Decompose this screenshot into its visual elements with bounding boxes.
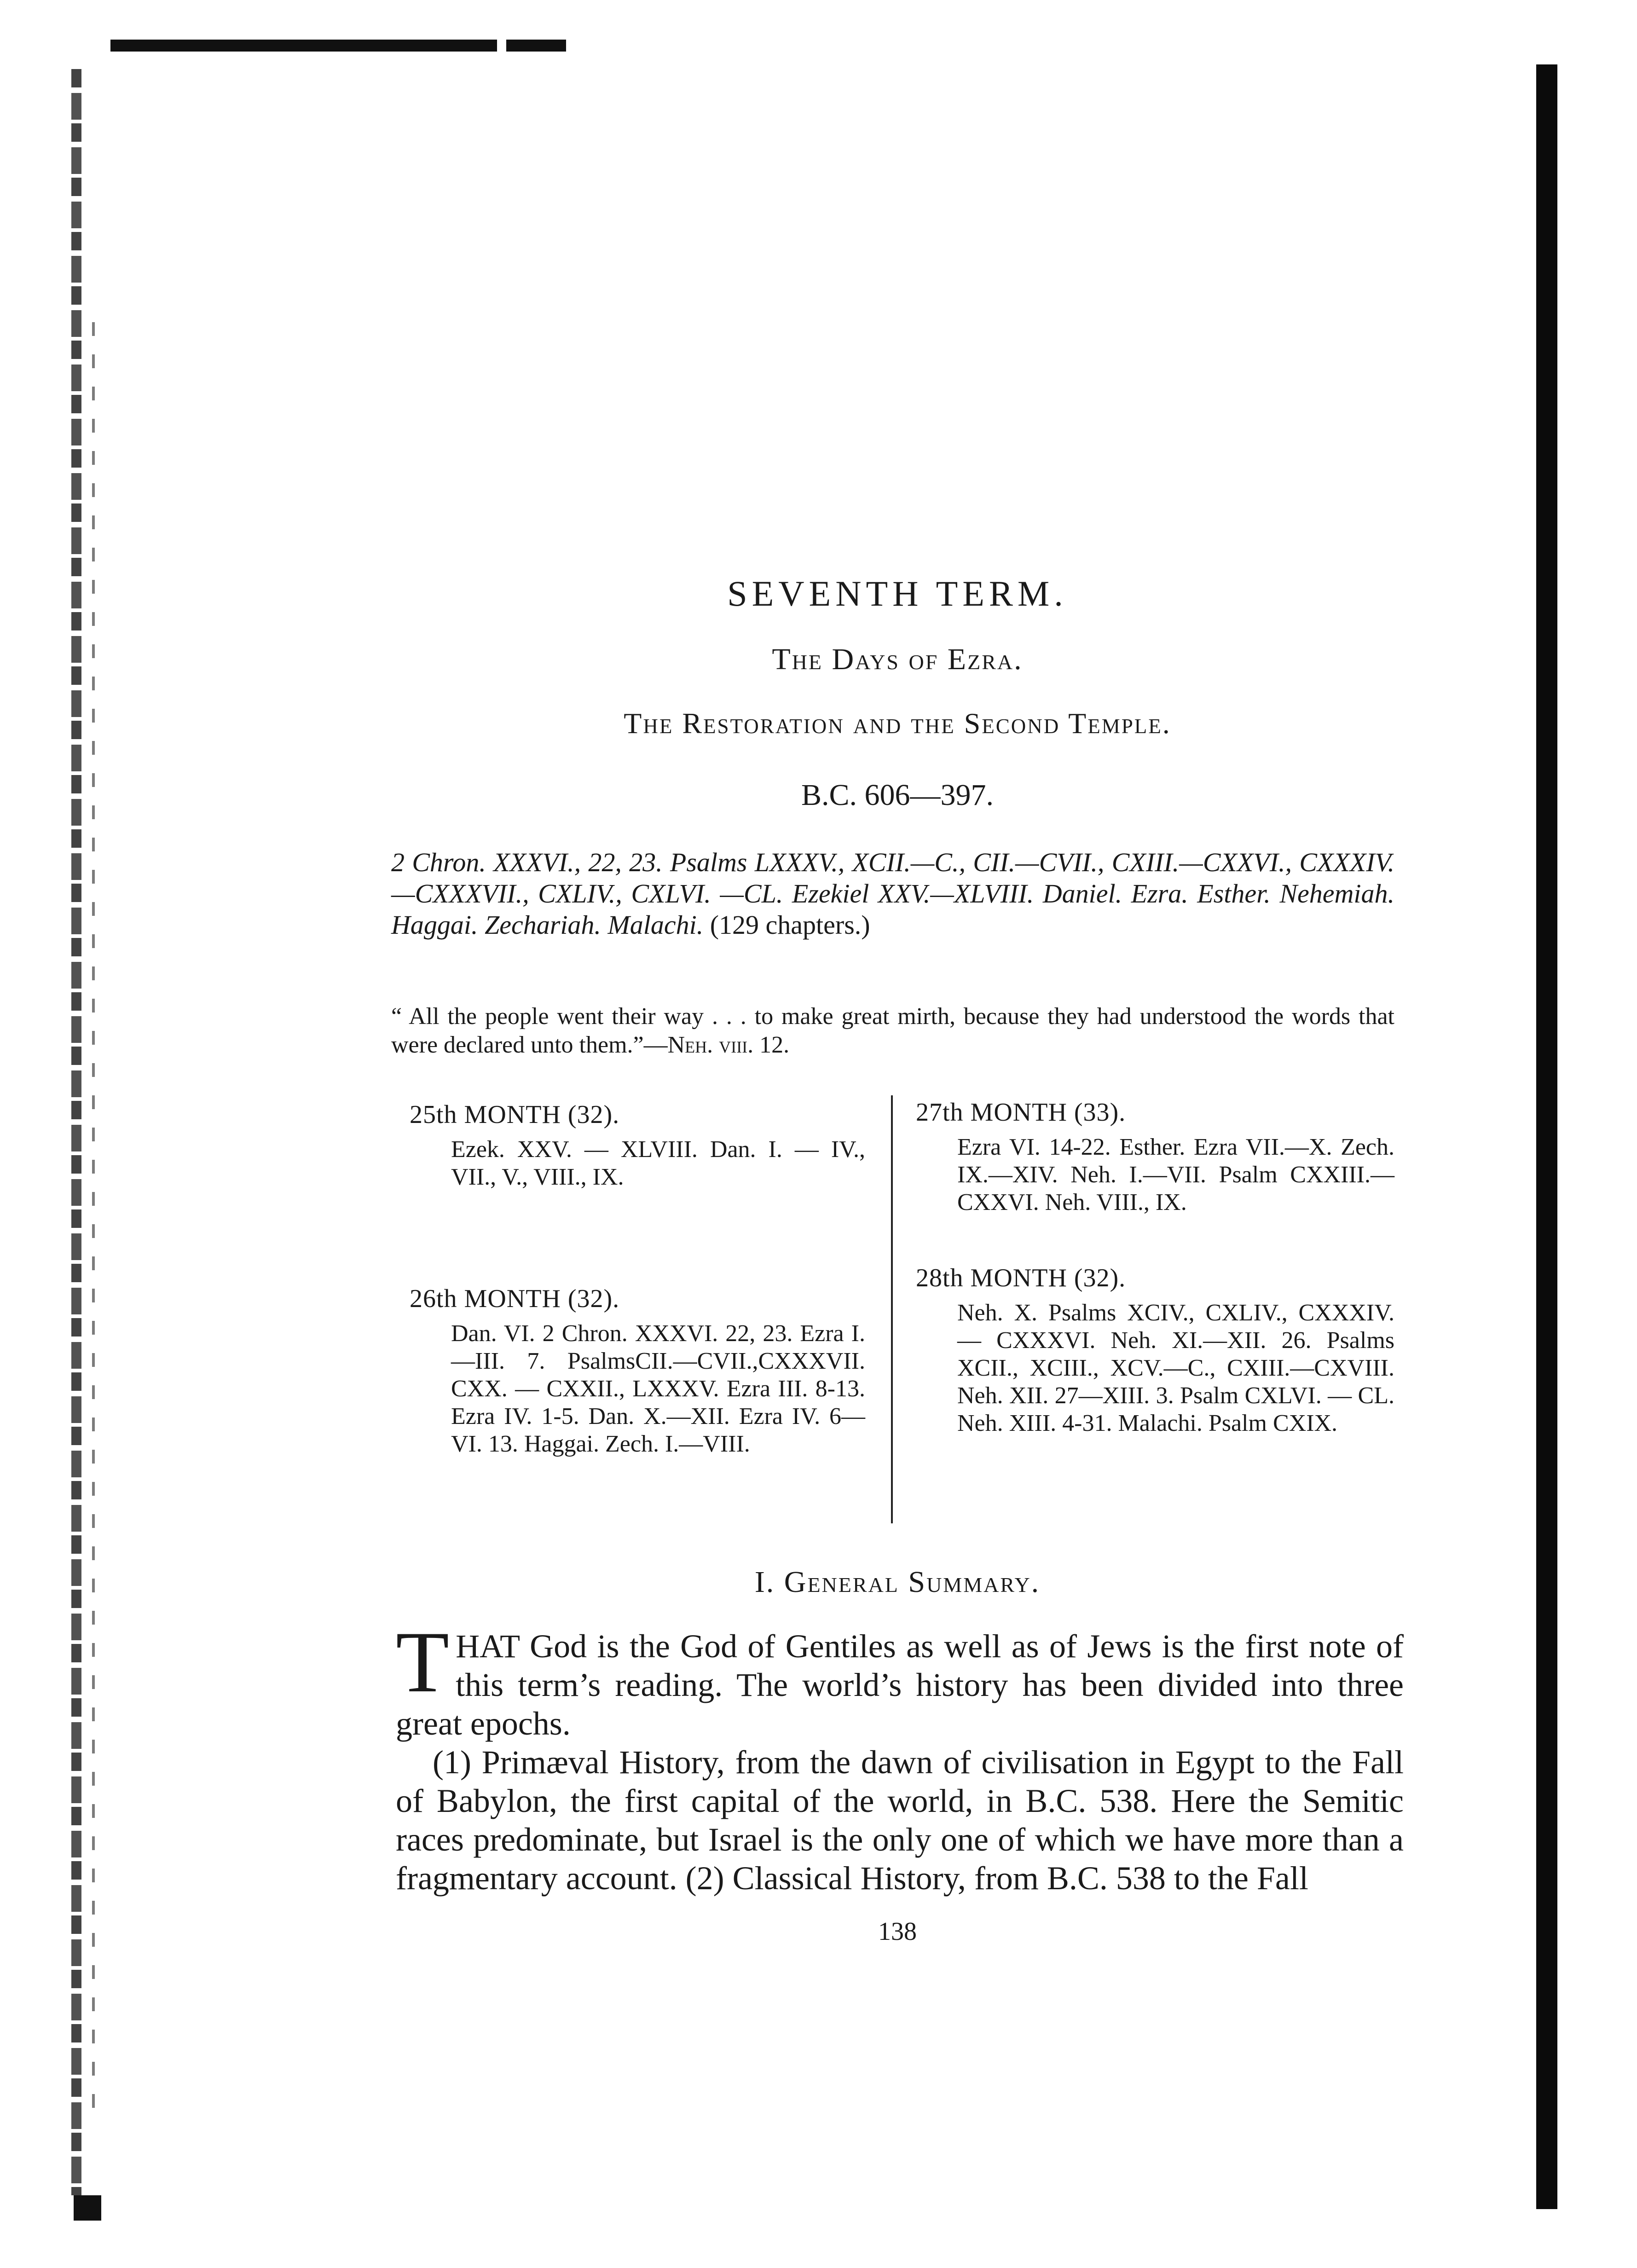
quote-reference: Neh. viii. 12.: [667, 1032, 790, 1058]
month-block-27: [916, 1098, 1394, 1216]
scan-artifact-top: [506, 40, 566, 52]
term-title: SEVENTH TERM.: [727, 573, 1068, 613]
readings-text: 2 Chron. XXXVI., 22, 23. Psalms LXXXV., XCII.—C., CII.—CVII., CXIII.—CXXVI., CXXXIV.—CXXXVII., CXLIV., CXLVI. —CL. Ezekiel XXV.—XLVIII. Daniel. Ezra. Esther. Nehemiah. Haggai. Zechariah. Malachi.: [391, 847, 1394, 940]
chapter-count: (129 chapters.): [710, 910, 870, 940]
term-subtitle-2: The Restoration and the Second Temple.: [624, 707, 1171, 740]
month-block-28: [916, 1263, 1394, 1437]
month-block-26: [410, 1284, 865, 1458]
section-heading: I. General Summary.: [754, 1565, 1041, 1599]
scan-artifact-top: [110, 40, 497, 52]
scan-artifact-right-edge: [1536, 64, 1557, 2209]
summary-paragraph: [396, 1614, 1404, 1743]
column-divider: [891, 1095, 893, 1523]
page-number: 138: [878, 1917, 917, 1946]
readings-list: [391, 847, 1394, 941]
scan-artifact-left-edge: [71, 69, 81, 2195]
month-readings: Ezek. XXV. — XLVIII. Dan. I. — IV., VII., V., VIII., IX.: [451, 1136, 865, 1190]
month-heading: 26th MONTH (32).: [410, 1284, 620, 1313]
month-readings: Neh. X. Psalms XCIV., CXLIV., CXXXIV. — CXXXVI. Neh. XI.—XII. 26. Psalms XCII., XCIII., XCV.—C., CXIII.—CXVIII. Neh. XII. 27—XIII. 3. Psalm CXLVI. — CL. Neh. XIII. 4-31. Malachi. Psalm CXIX.: [957, 1300, 1394, 1436]
epigraph-quote: [391, 1002, 1394, 1059]
month-block-25: [410, 1100, 865, 1191]
summary-para-1: HAT God is the God of Gentiles as well as of Jews is the first note of this term’s reading. The world’s history has been divided into three great epochs.: [396, 1628, 1404, 1742]
month-readings: Ezra VI. 14-22. Esther. Ezra VII.—X. Zech. IX.—XIV. Neh. I.—VII. Psalm CXXIII.— CXXVI. Neh. VIII., IX.: [957, 1134, 1394, 1215]
quote-text: “ All the people went their way . . . to make great mirth, because they had understood the words that were declared unto them.”—: [391, 1003, 1394, 1058]
scan-artifact-bottom: [74, 2195, 101, 2221]
drop-cap: T: [396, 1614, 450, 1711]
summary-para-2: (1) Primæval History, from the dawn of civilisation in Egypt to the Fall of Babylon, the first capital of the world, in B.C. 538. Here the Semitic races predominate, but Israel is the only one of which we have more than a fragmentary account. (2) Classical History, from B.C. 538 to the Fall: [396, 1744, 1404, 1897]
month-heading: 28th MONTH (32).: [916, 1264, 1126, 1292]
summary-text: [396, 1614, 1404, 1898]
term-subtitle: The Days of Ezra.: [772, 642, 1023, 676]
date-range: B.C. 606—397.: [801, 778, 994, 812]
month-heading: 27th MONTH (33).: [916, 1098, 1126, 1127]
month-readings: Dan. VI. 2 Chron. XXXVI. 22, 23. Ezra I.—III. 7. PsalmsCII.—CVII.,CXXXVII. CXX. — CXXII., LXXXV. Ezra III. 8-13. Ezra IV. 1-5. Dan. X.—XII. Ezra IV. 6—VI. 13. Haggai. Zech. I.—VIII.: [451, 1320, 865, 1457]
scan-artifact-left-edge: [92, 322, 95, 2117]
month-heading: 25th MONTH (32).: [410, 1100, 620, 1129]
